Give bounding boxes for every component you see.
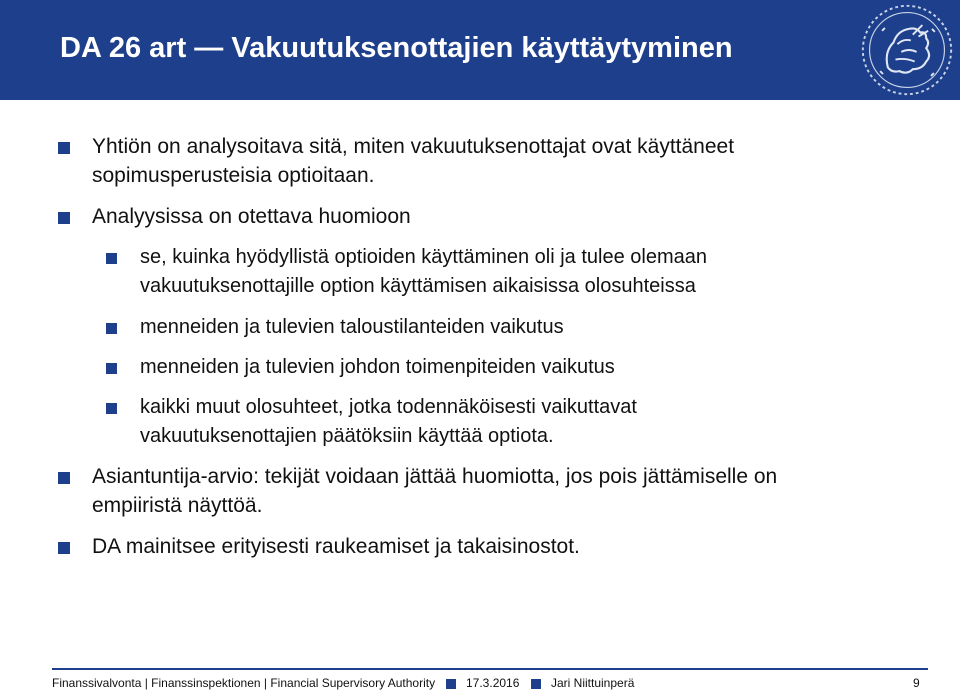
sub-bullet-text: kaikki muut olosuhteet, jotka todennäköisesti vaikuttavat <box>140 396 637 418</box>
square-bullet-icon <box>106 323 117 334</box>
page-number: 9 <box>913 676 920 690</box>
slide-title: DA 26 art — Vakuutuksenottajien käyttäytyminen <box>60 32 733 64</box>
square-bullet-icon <box>58 142 70 154</box>
footer-divider <box>52 668 928 670</box>
square-bullet-icon <box>106 253 117 264</box>
bullet-text: empiiristä näyttöä. <box>92 494 263 517</box>
square-bullet-icon <box>446 679 456 689</box>
bullet-text: Analyysissa on otettava huomioon <box>92 205 411 228</box>
square-bullet-icon <box>58 472 70 484</box>
sub-bullet-text: vakuutuksenottajien päätöksiin käyttää optiota. <box>140 425 554 447</box>
square-bullet-icon <box>106 363 117 374</box>
sub-bullet-text: vakuutuksenottajille option käyttämisen aikaisissa olosuhteissa <box>140 275 696 297</box>
footer-organization: Finanssivalvonta | Finanssinspektionen | Financial Supervisory Authority <box>52 676 436 690</box>
bullet-text: Asiantuntija-arvio: tekijät voidaan jättää huomiotta, jos pois jättämiselle on <box>92 465 778 488</box>
sub-bullet-text: se, kuinka hyödyllistä optioiden käyttäminen oli ja tulee olemaan <box>140 246 708 268</box>
square-bullet-icon <box>531 679 541 689</box>
footer-date: 17.3.2016 <box>466 676 520 690</box>
sub-bullet-text: menneiden ja tulevien taloustilanteiden vaikutus <box>140 316 564 338</box>
sub-bullet-text: menneiden ja tulevien johdon toimenpiteiden vaikutus <box>140 356 615 378</box>
footer-author: Jari Niittuinperä <box>551 676 635 690</box>
bullet-text: Yhtiön on analysoitava sitä, miten vakuutuksenottajat ovat käyttäneet <box>92 135 735 158</box>
square-bullet-icon <box>58 542 70 554</box>
square-bullet-icon <box>106 403 117 414</box>
bullet-text: DA mainitsee erityisesti raukeamiset ja takaisinostot. <box>92 535 580 558</box>
title-bar <box>0 0 960 100</box>
square-bullet-icon <box>58 212 70 224</box>
finnish-lion-emblem-icon <box>858 2 956 98</box>
bullet-text: sopimusperusteisia optioitaan. <box>92 164 375 187</box>
